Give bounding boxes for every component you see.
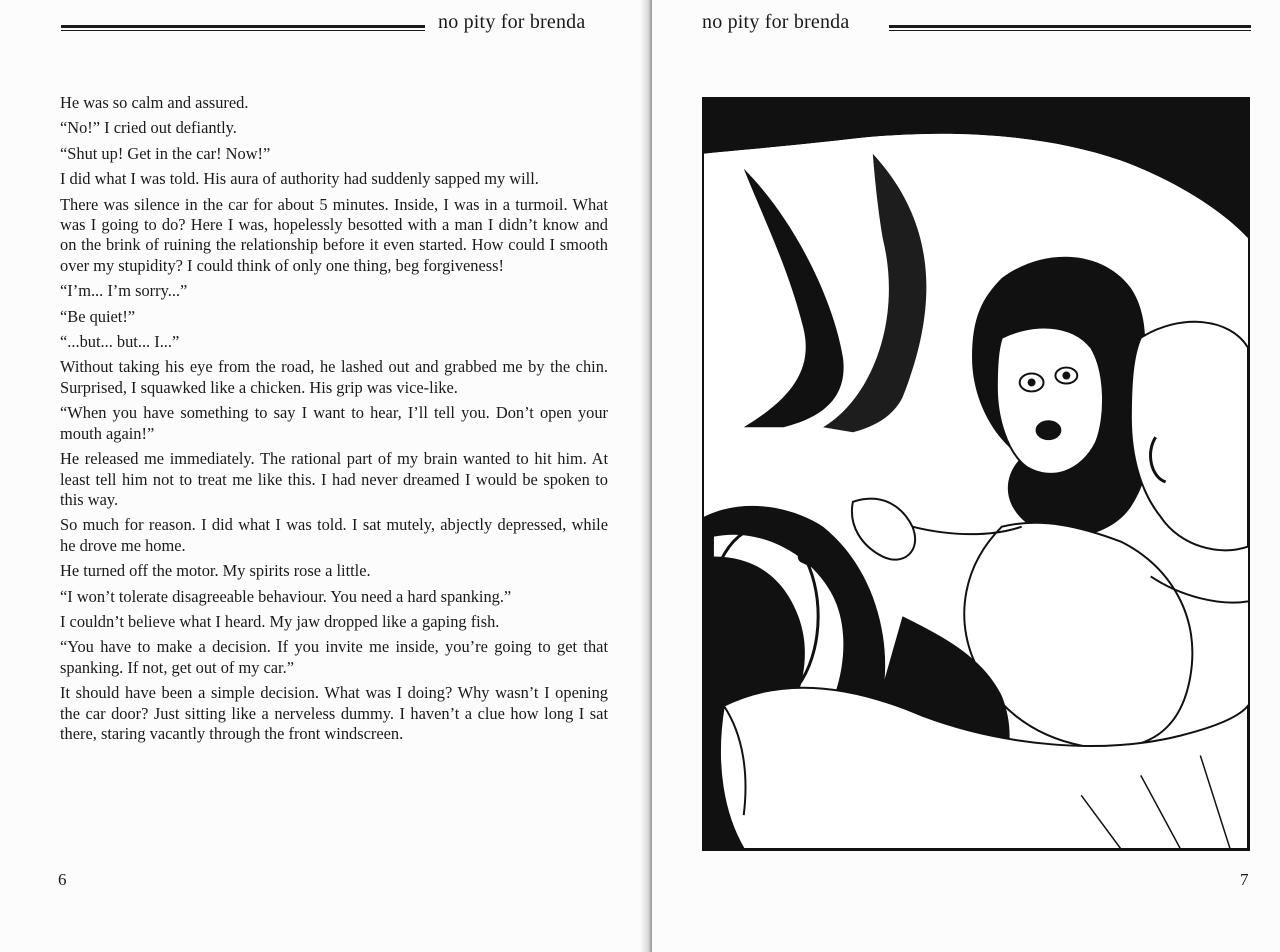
paragraph: So much for reason. I did what I was told. I sat mutely, abjectly depressed, while he drove me home.: [60, 515, 608, 555]
body-text: [60, 93, 608, 749]
paragraph: I couldn’t believe what I heard. My jaw dropped like a gaping fish.: [60, 611, 500, 631]
paragraph: “No!” I cried out defiantly.: [60, 118, 237, 138]
page-number-left: 6: [58, 870, 67, 889]
paragraph: “You have to make a decision. If you invite me inside, you’re going to get that spanking. If not, get out of my car.”: [60, 637, 608, 677]
header-rule-left: [61, 24, 425, 33]
paragraph: It should have been a simple decision. What was I doing? Why wasn’t I opening the car door? Just sitting like a nerveless dummy. I haven’t a clue how long I sat there, staring vacantly through the front windscreen.: [60, 683, 608, 743]
paragraph: “When you have something to say I want to hear, I’ll tell you. Don’t open your mouth again!”: [60, 403, 608, 443]
paragraph: He released me immediately. The rational part of my brain wanted to hit him. At least tell him not to treat me like this. I had never dreamed I would be spoken to this way.: [60, 449, 608, 509]
right-page: [652, 0, 1280, 952]
paragraph: Without taking his eye from the road, he lashed out and grabbed me by the chin. Surprised, I squawked like a chicken. His grip was vice-like.: [60, 357, 608, 397]
page-number-right: 7: [1240, 870, 1249, 889]
paragraph: “Be quiet!”: [60, 306, 136, 326]
paragraph: “I won’t tolerate disagreeable behaviour. You need a hard spanking.”: [60, 586, 512, 606]
running-head-left: no pity for brenda: [438, 11, 586, 33]
paragraph: He turned off the motor. My spirits rose a little.: [60, 561, 371, 581]
header-rule-right: [889, 24, 1251, 33]
paragraph: He was so calm and assured.: [60, 93, 249, 112]
paragraph: There was silence in the car for about 5 minutes. Inside, I was in a turmoil. What was I going to do? Here I was, hopelessly besotted with a man I didn’t know and on the brink of ruining the relationship before it even started. How could I smooth over my stupidity? I could think of only one thing, beg forgiveness!: [60, 194, 608, 275]
paragraph: “...but... but... I...”: [60, 332, 180, 352]
paragraph: “I’m... I’m sorry...”: [60, 281, 188, 301]
paragraph: I did what I was told. His aura of authority had suddenly sapped my will.: [60, 169, 539, 189]
car-interior-drawing: [704, 99, 1248, 849]
paragraph: “Shut up! Get in the car! Now!”: [60, 143, 271, 163]
comic-illustration: [702, 97, 1250, 851]
running-head-right: no pity for brenda: [702, 11, 850, 33]
